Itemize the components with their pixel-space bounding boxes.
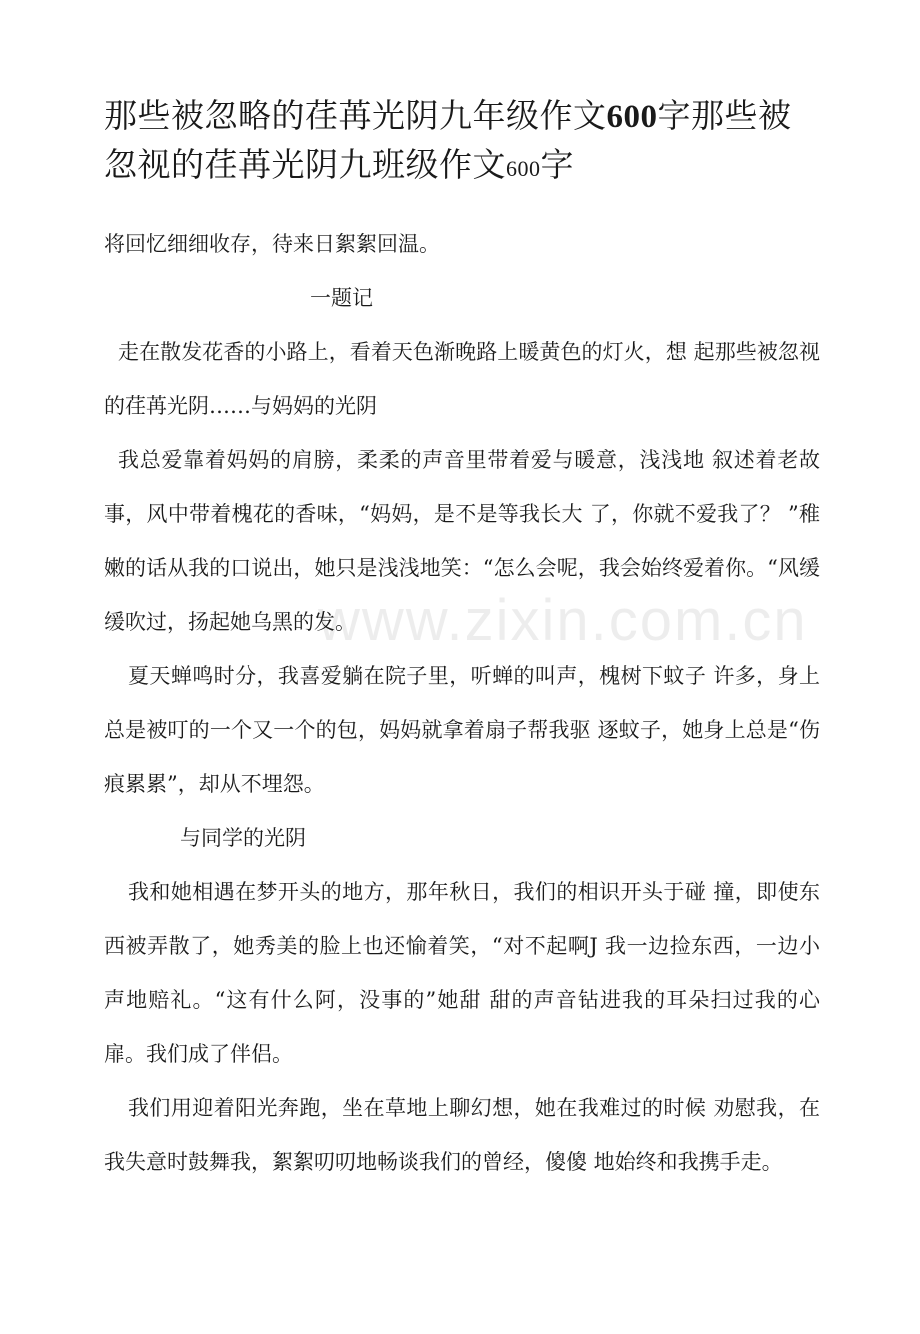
title-number-2: 600 (506, 156, 541, 181)
document-title (104, 92, 824, 193)
paragraph-classmate-1: 我和她相遇在梦开头的地方，那年秋日，我们的相识开头于碰 撞，即使东西被弄散了，她秀美的脸上也还愉着笑，“对不起啊J 我一边捡东西，一边小声地赔礼。“这有什么阿，没事的”她甜 甜的声音钻进我的耳朵扫过我的心扉。我们成了伴侣。 (104, 880, 820, 1066)
watermark: www.zixin.com.cn (318, 588, 808, 653)
paragraph-mother-1: 我总爱靠着妈妈的肩膀，柔柔的声音里带着爱与暖意，浅浅地 叙述着老故事，风中带着槐花的香味，“妈妈，是不是等我长大 了，你就不爱我了？ ”稚嫩的话从我的口说出，她只是浅浅地笑：“怎么会呢，我会始终爱着你。“风缓缓吹过，扬起她乌黑的发。 (104, 448, 820, 634)
title-part-2: 字那些被忽视的荏苒光阴九班级作文 (104, 96, 792, 184)
paragraph-epigraph: 将回忆细细收存，待来日絮絮回温。 (104, 232, 440, 256)
title-number-1: 600 (606, 99, 658, 135)
paragraph-epigraph-attribution: 一题记 (310, 286, 373, 310)
title-part-1: 那些被忽略的荏苒光阴九年级作文 (104, 96, 607, 135)
section-heading-classmate: 与同学的光阴 (180, 826, 306, 850)
paragraph-intro: 走在散发花香的小路上，看着天色渐晚路上暖黄色的灯火，想 起那些被忽视的荏苒光阴……与妈妈的光阴 (104, 340, 820, 418)
paragraph-mother-2: 夏天蝉鸣时分，我喜爱躺在院子里，听蝉的叫声，槐树下蚊子 许多，身上总是被叮的一个又一个的包，妈妈就拿着扇子帮我驱 逐蚊子，她身上总是“伤痕累累”，却从不埋怨。 (104, 664, 820, 796)
paragraph-classmate-2: 我们用迎着阳光奔跑，坐在草地上聊幻想，她在我难过的时候 劝慰我，在我失意时鼓舞我，絮絮叨叨地畅谈我们的曾经，傻傻 地始终和我携手走。 (104, 1096, 820, 1174)
title-part-3: 字 (540, 145, 574, 184)
